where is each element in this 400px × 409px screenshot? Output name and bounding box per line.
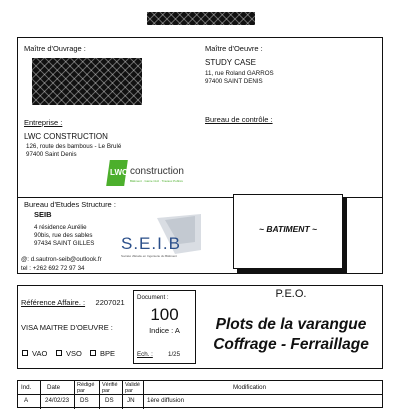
structure-address1: 4 résidence Aurélie (34, 224, 87, 231)
structure-office-name: SEIB (34, 210, 52, 219)
owner-section (18, 38, 200, 108)
rev-cell-written: DS (80, 397, 89, 404)
rev-header-written: Rédigé par (77, 382, 95, 394)
rev-header-modification: Modification (233, 384, 267, 391)
structure-tel: tel : +262 692 72 97 34 (21, 265, 85, 272)
lwc-logo-text: construction (130, 166, 184, 177)
rev-col-divider-3 (99, 381, 100, 409)
contractor-address2: 97400 SAINT DENIS (205, 78, 263, 85)
revisions-table (17, 380, 383, 408)
rev-cell-checked: DS (105, 397, 114, 404)
seib-logo-tagline: Société d'Etude en Ingénierie du Bâtiment (121, 254, 177, 258)
checkbox-vso-label: VSO (66, 349, 82, 358)
redacted-owner (32, 58, 142, 105)
checkbox-bpe-box[interactable] (90, 350, 96, 356)
enterprise-address1: 126, route des bambous - Le Brulé (26, 143, 122, 150)
enterprise-address2: 97400 Saint Denis (26, 151, 77, 158)
affair-box (17, 285, 383, 369)
seib-logo (117, 214, 201, 264)
affair-ref (21, 292, 125, 310)
affair-ref-value: 2207021 (95, 298, 125, 307)
document-box (133, 290, 196, 364)
scale-label: Ech. : (137, 351, 153, 358)
checkbox-vao-box[interactable] (22, 350, 28, 356)
contractor-address1: 11, rue Roland GARROS (205, 70, 274, 77)
contractor-name: STUDY CASE (205, 58, 256, 67)
structure-email: @: d.sautron-seib@outlook.fr (21, 256, 102, 263)
visa-label: VISA MAITRE D'OEUVRE : (21, 323, 113, 332)
seib-logo-text: S.E.I.B (121, 234, 181, 253)
rev-cell-validated: JN (127, 397, 135, 404)
rev-header-checked: Vérifié par (102, 382, 118, 394)
rev-col-divider-2 (74, 381, 75, 409)
control-office-label: Bureau de contrôle : (205, 115, 273, 124)
document-number: 100 (150, 305, 179, 324)
peo-label: P.E.O. (275, 288, 307, 300)
checkbox-vao-label: VAO (32, 349, 48, 358)
rev-header-ind: Ind. (21, 384, 32, 391)
rev-header-validated: Validé par (125, 382, 140, 394)
document-label: Document : (137, 294, 169, 301)
batiment-box (233, 194, 343, 269)
rev-col-divider-4 (122, 381, 123, 409)
rev-cell-ind: A (24, 397, 29, 404)
rev-col-divider-5 (143, 381, 144, 409)
enterprise-name: LWC CONSTRUCTION (24, 132, 108, 141)
drawing-title-1: Plots de la varangue (215, 316, 367, 333)
rev-cell-date: 24/02/23 (45, 397, 70, 404)
rev-header-date: Date (47, 384, 61, 391)
rev-col-divider-1 (40, 381, 41, 409)
redacted-title-bar (147, 12, 255, 25)
checkbox-bpe-label: BPE (100, 349, 116, 358)
checkbox-vso-box[interactable] (56, 350, 62, 356)
scale-value: 1/25 (168, 351, 181, 358)
lwc-logo-mark-text: LWC (110, 168, 128, 177)
lwc-logo (108, 158, 203, 190)
batiment-label: ~ BATIMENT ~ (259, 224, 317, 234)
contractor-label: Maître d'Oeuvre : (205, 44, 263, 53)
drawing-title-2: Coffrage - Ferraillage (213, 336, 369, 353)
structure-address3: 97434 SAINT GILLES (34, 240, 95, 247)
document-index: Indice : A (149, 326, 180, 335)
structure-office-label: Bureau d'Etudes Structure : (24, 200, 116, 209)
structure-address2: 90bis, rue des sables (34, 232, 93, 239)
rev-row-divider (18, 394, 382, 395)
stakeholders-box (17, 37, 383, 274)
enterprise-label: Entreprise : (24, 118, 63, 127)
affair-ref-label: Référence Affaire. : (21, 298, 86, 307)
rev-cell-modification: 1ère diffusion (147, 397, 185, 404)
lwc-logo-tagline: Bâtiment · Génie Civil · Travaux Publics (130, 179, 183, 183)
owner-label: Maître d'Ouvrage : (24, 44, 86, 53)
